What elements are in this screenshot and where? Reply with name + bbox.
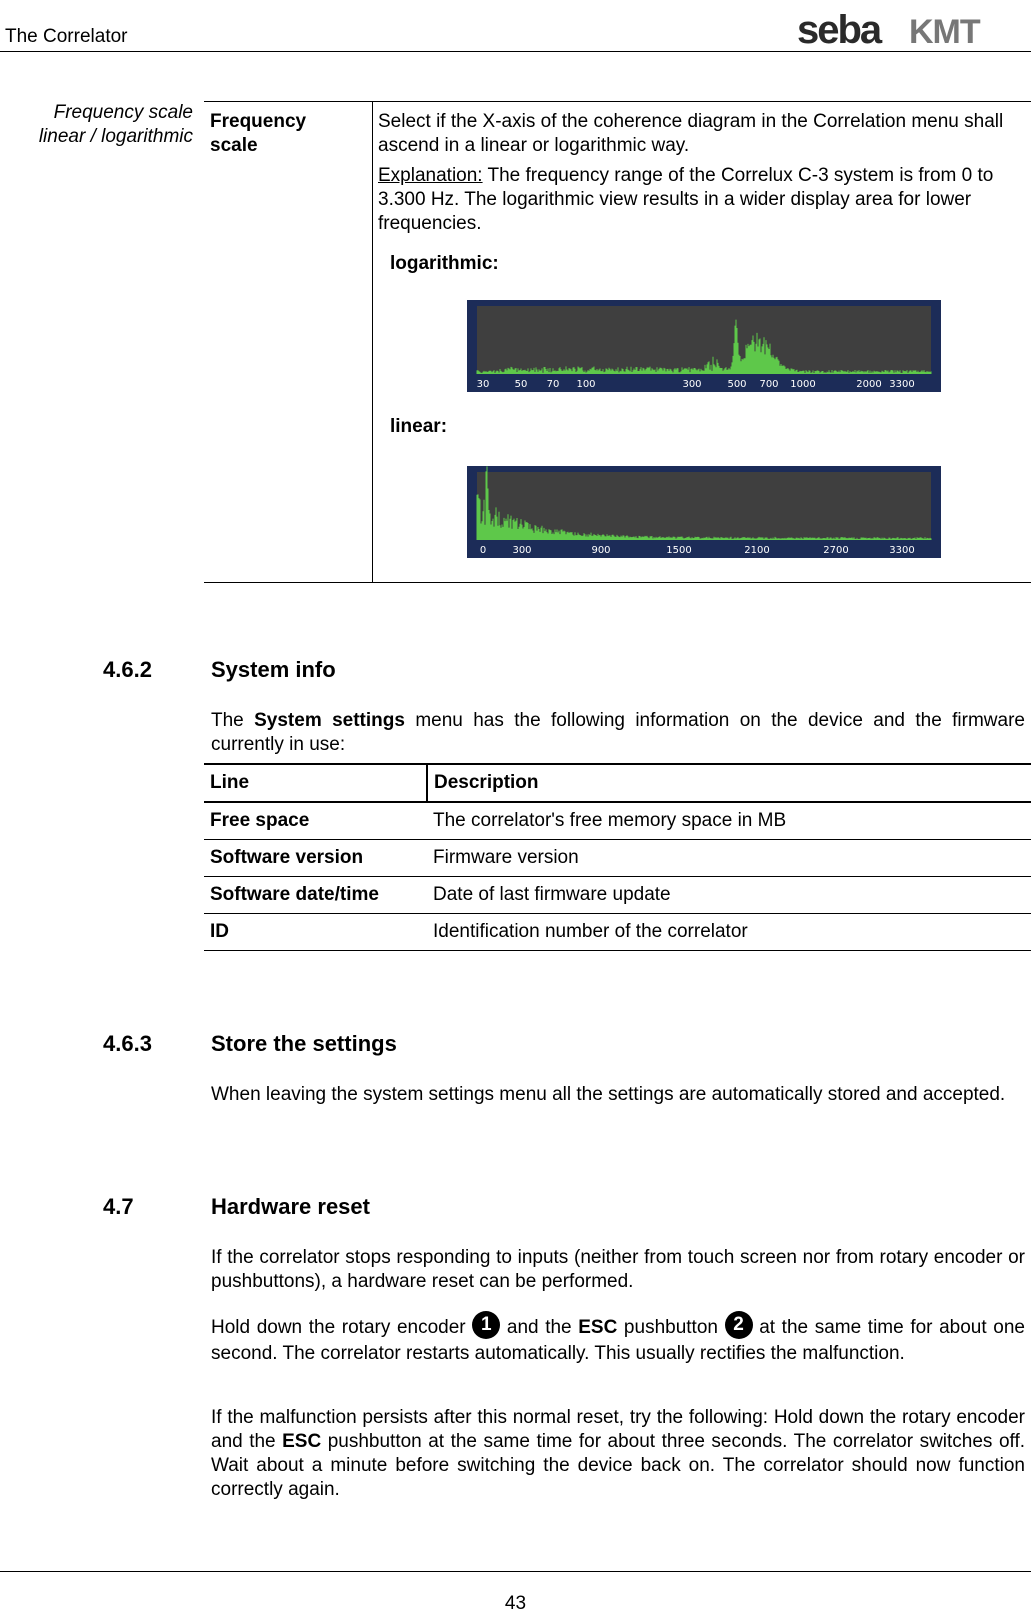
section-number-4-6-3: 4.6.3 <box>103 1031 152 1056</box>
system-info-table <box>204 763 1031 951</box>
x-tick-label: 300 <box>512 545 532 556</box>
logarithmic-spectrum-plot <box>467 300 941 392</box>
x-tick-label: 3300 <box>889 545 915 556</box>
table-row: Software version Firmware version <box>204 840 1031 877</box>
section-title-hardware-reset: Hardware reset <box>211 1194 370 1219</box>
number-1-badge-icon: 1 <box>472 1311 500 1339</box>
side-note: Frequency scale linear / logarithmic <box>38 102 193 147</box>
x-tick-label: 2100 <box>744 545 770 556</box>
linear-spectrum-plot <box>467 466 941 558</box>
x-tick-label: 1000 <box>790 379 816 390</box>
x-tick-label: 3300 <box>889 379 915 390</box>
sebakmt-logo <box>797 8 1023 50</box>
table-row: Free space The correlator's free memory space in MB <box>204 802 1031 840</box>
table-row: Software date/time Date of last firmware update <box>204 877 1031 914</box>
hardware-reset-para-1: If the correlator stops responding to inputs (neither from touch screen nor from rotary encoder or pushbuttons), a hardware reset can be performed. <box>211 1247 1025 1292</box>
section-title-store-settings: Store the settings <box>211 1031 397 1056</box>
logarithmic-label: logarithmic: <box>390 253 499 274</box>
system-info-intro: The System settings menu has the following information on the device and the firmware currently in use: <box>211 710 1025 755</box>
x-tick-label: 30 <box>476 379 490 390</box>
x-tick-label: 2700 <box>823 545 849 556</box>
x-tick-label: 2000 <box>856 379 882 390</box>
header-rule <box>0 51 1031 52</box>
x-tick-label: 300 <box>682 379 702 390</box>
x-tick-label: 100 <box>576 379 596 390</box>
x-tick-label: 0 <box>479 545 487 556</box>
plot-area <box>477 306 931 374</box>
section-number-4-6-2: 4.6.2 <box>103 657 152 682</box>
x-tick-label: 70 <box>546 379 560 390</box>
x-tick-label: 700 <box>759 379 779 390</box>
table-header-row: Line Description <box>204 764 1031 802</box>
table-row: ID Identification number of the correlator <box>204 914 1031 951</box>
x-tick-label: 1500 <box>666 545 692 556</box>
page-number: 43 <box>504 1593 527 1614</box>
number-2-badge-icon: 2 <box>725 1311 753 1339</box>
store-settings-text: When leaving the system settings menu all the settings are automatically stored and accepted. <box>211 1084 1006 1105</box>
section-number-4-7: 4.7 <box>103 1194 134 1219</box>
doc-title: The Correlator <box>5 26 128 47</box>
page-header <box>0 0 1031 53</box>
x-tick-label: 900 <box>591 545 611 556</box>
plot-area <box>477 472 931 540</box>
frequency-scale-label: Frequency scale <box>210 111 307 156</box>
linear-label: linear: <box>390 416 448 437</box>
frequency-scale-table <box>204 101 1031 583</box>
svg-text:seba: seba <box>797 8 881 50</box>
x-tick-label: 50 <box>514 379 528 390</box>
section-title-system-info: System info <box>211 657 336 682</box>
hardware-reset-para-3: If the malfunction persists after this normal reset, try the following: Hold down the rotary encoder and the ESC pushbutton at the same time for about three seconds. The correlator switches off. Wait about a minute before switching the device back on. The correlator should now function correctly again. <box>211 1407 1025 1500</box>
footer-rule <box>0 1571 1031 1572</box>
svg-text:KMT: KMT <box>909 13 980 50</box>
frequency-scale-description: Select if the X-axis of the coherence diagram in the Correlation menu shall ascend in a linear or logarithmic way. Explanation: The frequency range of the Correlux C-3 system is from 0 to 3.300 Hz. The logarithmic view results in a wider display area for lower frequencies. <box>378 111 1004 234</box>
hardware-reset-para-2: Hold down the rotary encoder 1 and the ESC pushbutton 2 at the same time for about one second. The correlator restarts automatically. This usually rectifies the malfunction. <box>211 1314 1025 1366</box>
x-tick-label: 500 <box>727 379 747 390</box>
